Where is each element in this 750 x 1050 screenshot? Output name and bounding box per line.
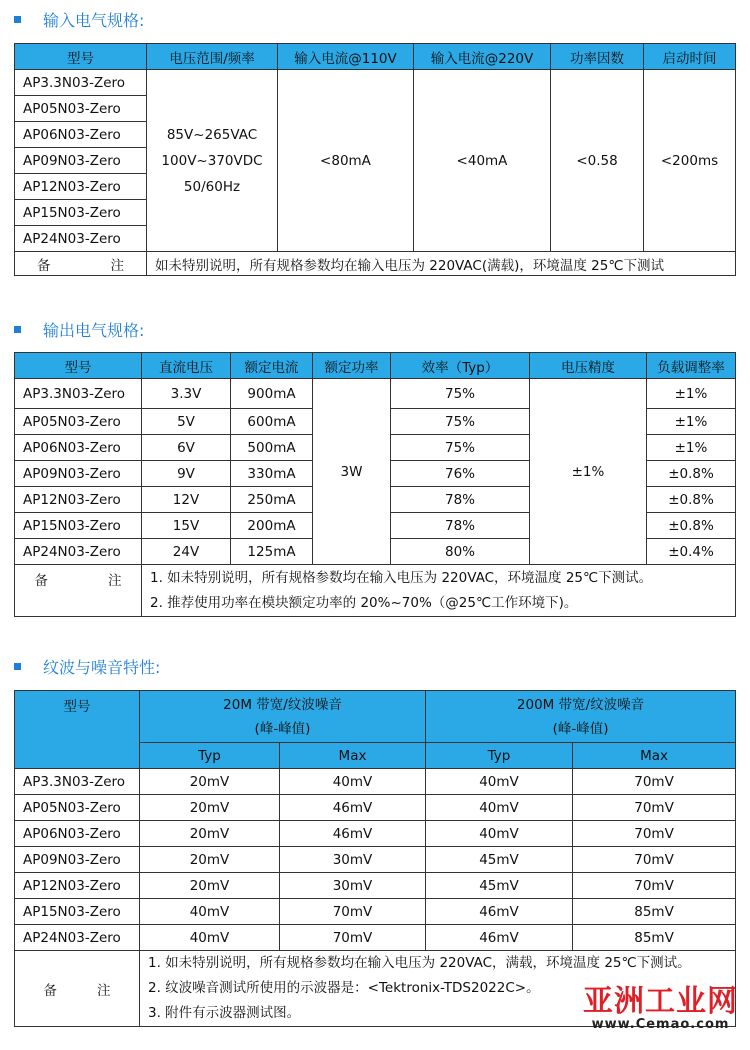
model-cell: AP3.3N03-Zero (15, 379, 142, 409)
header-cell: 200M 带宽/纹波噪音 (峰-峰值) (426, 691, 736, 743)
model-cell: AP06N03-Zero (15, 122, 147, 148)
current-220-cell: <40mA (414, 70, 551, 252)
watermark-logo: 亚洲工业网 www.Cemao.com (583, 984, 738, 1032)
efficiency-cell: 76% (391, 461, 530, 487)
model-cell: AP24N03-Zero (15, 539, 142, 565)
start-time-cell: <200ms (644, 70, 736, 252)
voltage-cell: 12V (142, 487, 231, 513)
note-text: 1. 如未特别说明，所有规格参数均在输入电压为 220VAC，满载，环境温度 25℃下测试。 2. 纹波噪音测试所使用的示波器是：<Tektronix-TDS2022C>。 3. 附件有示波器测试图。 (140, 951, 736, 1027)
section-bullet-icon (14, 16, 21, 23)
value-cell: 70mV (573, 769, 736, 795)
value-cell: 20mV (140, 873, 280, 899)
value-cell: 70mV (280, 925, 426, 951)
section-bullet-icon (14, 326, 21, 333)
model-cell: AP12N03-Zero (15, 487, 142, 513)
value-cell: 70mV (573, 847, 736, 873)
table-row (15, 821, 736, 847)
current-110-cell: <80mA (278, 70, 414, 252)
value-cell: 70mV (573, 821, 736, 847)
load-regulation-cell: ±1% (647, 409, 736, 435)
header-cell: 型号 (15, 353, 142, 379)
voltage-cell: 15V (142, 513, 231, 539)
efficiency-cell: 78% (391, 513, 530, 539)
model-cell: AP15N03-Zero (15, 200, 147, 226)
current-cell: 500mA (231, 435, 313, 461)
voltage-cell: 9V (142, 461, 231, 487)
output-spec-table (14, 352, 736, 617)
value-cell: 20mV (140, 769, 280, 795)
note-label: 备 注 (15, 951, 140, 1027)
model-cell: AP15N03-Zero (15, 899, 140, 925)
header-cell: 型号 (15, 691, 140, 769)
current-cell: 900mA (231, 379, 313, 409)
value-cell: 85mV (573, 899, 736, 925)
header-cell: 额定功率 (313, 353, 391, 379)
ripple-section-title: 纹波与噪音特性: (14, 655, 160, 678)
efficiency-cell: 75% (391, 379, 530, 409)
ripple-noise-table (14, 690, 736, 1027)
note-row (15, 252, 736, 276)
header-cell: Max (573, 743, 736, 769)
model-cell: AP05N03-Zero (15, 96, 147, 122)
header-cell: 直流电压 (142, 353, 231, 379)
value-cell: 46mV (280, 821, 426, 847)
value-cell: 30mV (280, 873, 426, 899)
value-cell: 70mV (280, 899, 426, 925)
header-cell: Typ (140, 743, 280, 769)
value-cell: 40mV (426, 769, 573, 795)
voltage-cell: 24V (142, 539, 231, 565)
note-label: 备 注 (15, 565, 142, 617)
load-regulation-cell: ±0.8% (647, 461, 736, 487)
voltage-cell: 5V (142, 409, 231, 435)
model-cell: AP05N03-Zero (15, 409, 142, 435)
table-row (15, 769, 736, 795)
table-row (15, 795, 736, 821)
voltage-cell: 3.3V (142, 379, 231, 409)
value-cell: 20mV (140, 847, 280, 873)
value-cell: 46mV (280, 795, 426, 821)
value-cell: 40mV (426, 795, 573, 821)
table-header-row (15, 353, 736, 379)
note-row (15, 565, 736, 617)
header-cell: 功率因数 (551, 44, 644, 70)
table-row (15, 379, 736, 409)
header-cell: 启动时间 (644, 44, 736, 70)
header-cell: 负载调整率 (647, 353, 736, 379)
voltage-range-cell: 85V~265VAC 100V~370VDC 50/60Hz (147, 70, 278, 252)
efficiency-cell: 75% (391, 435, 530, 461)
value-cell: 40mV (426, 821, 573, 847)
value-cell: 20mV (140, 821, 280, 847)
model-cell: AP09N03-Zero (15, 148, 147, 174)
header-cell: 20M 带宽/纹波噪音 (峰-峰值) (140, 691, 426, 743)
note-text: 1. 如未特别说明，所有规格参数均在输入电压为 220VAC，环境温度 25℃下测试。 2. 推荐使用功率在模块额定功率的 20%~70%（@25℃工作环境下)。 (142, 565, 736, 617)
load-regulation-cell: ±0.8% (647, 513, 736, 539)
power-factor-cell: <0.58 (551, 70, 644, 252)
value-cell: 85mV (573, 925, 736, 951)
header-cell: 型号 (15, 44, 147, 70)
value-cell: 46mV (426, 899, 573, 925)
rated-power-cell: 3W (313, 379, 391, 565)
model-cell: AP06N03-Zero (15, 821, 140, 847)
current-cell: 125mA (231, 539, 313, 565)
header-cell: 额定电流 (231, 353, 313, 379)
model-cell: AP12N03-Zero (15, 873, 140, 899)
current-cell: 250mA (231, 487, 313, 513)
efficiency-cell: 75% (391, 409, 530, 435)
model-cell: AP06N03-Zero (15, 435, 142, 461)
header-cell: 电压精度 (530, 353, 647, 379)
model-cell: AP09N03-Zero (15, 847, 140, 873)
note-text: 如未特别说明，所有规格参数均在输入电压为 220VAC(满载)，环境温度 25℃下测试 (147, 252, 736, 276)
value-cell: 45mV (426, 847, 573, 873)
table-row (15, 873, 736, 899)
header-cell: Typ (426, 743, 573, 769)
table-header-row (15, 691, 736, 743)
model-cell: AP3.3N03-Zero (15, 70, 147, 96)
table-row (15, 70, 736, 96)
model-cell: AP12N03-Zero (15, 174, 147, 200)
value-cell: 45mV (426, 873, 573, 899)
header-cell: 输入电流@110V (278, 44, 414, 70)
input-spec-table (14, 43, 736, 276)
model-cell: AP24N03-Zero (15, 925, 140, 951)
current-cell: 600mA (231, 409, 313, 435)
table-header-row (15, 44, 736, 70)
current-cell: 330mA (231, 461, 313, 487)
note-label: 备 注 (15, 252, 147, 276)
voltage-cell: 6V (142, 435, 231, 461)
load-regulation-cell: ±0.4% (647, 539, 736, 565)
header-cell: Max (280, 743, 426, 769)
current-cell: 200mA (231, 513, 313, 539)
value-cell: 40mV (280, 769, 426, 795)
value-cell: 70mV (573, 873, 736, 899)
table-row (15, 847, 736, 873)
load-regulation-cell: ±1% (647, 379, 736, 409)
section-bullet-icon (14, 663, 21, 670)
value-cell: 40mV (140, 899, 280, 925)
table-row (15, 899, 736, 925)
value-cell: 20mV (140, 795, 280, 821)
header-cell: 输入电流@220V (414, 44, 551, 70)
efficiency-cell: 80% (391, 539, 530, 565)
model-cell: AP24N03-Zero (15, 226, 147, 252)
load-regulation-cell: ±0.8% (647, 487, 736, 513)
value-cell: 40mV (140, 925, 280, 951)
load-regulation-cell: ±1% (647, 435, 736, 461)
output-section-title: 输出电气规格: (14, 318, 144, 341)
model-cell: AP15N03-Zero (15, 513, 142, 539)
value-cell: 30mV (280, 847, 426, 873)
model-cell: AP09N03-Zero (15, 461, 142, 487)
header-cell: 效率（Typ） (391, 353, 530, 379)
value-cell: 70mV (573, 795, 736, 821)
table-row (15, 925, 736, 951)
model-cell: AP05N03-Zero (15, 795, 140, 821)
efficiency-cell: 78% (391, 487, 530, 513)
model-cell: AP3.3N03-Zero (15, 769, 140, 795)
header-cell: 电压范围/频率 (147, 44, 278, 70)
value-cell: 46mV (426, 925, 573, 951)
accuracy-cell: ±1% (530, 379, 647, 565)
input-section-title: 输入电气规格: (14, 8, 144, 31)
